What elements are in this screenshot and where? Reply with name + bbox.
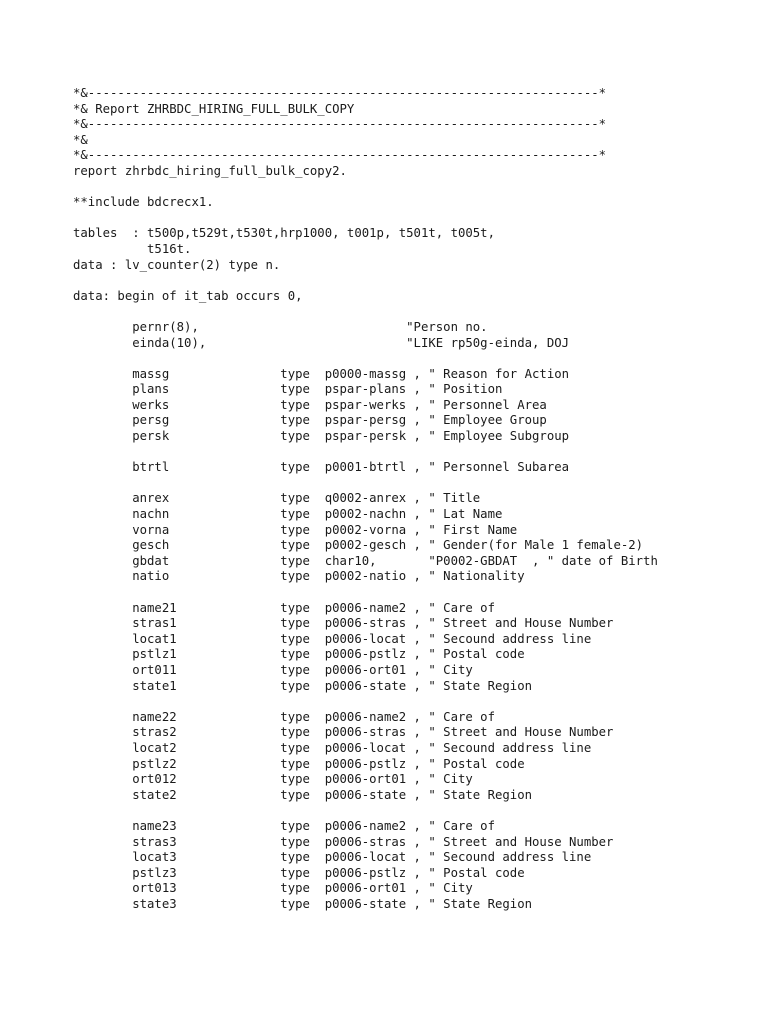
code-line: locat3 type p0006-locat , " Secound address line bbox=[73, 850, 592, 865]
code-line: massg type p0000-massg , " Reason for Action bbox=[73, 366, 570, 381]
code-line: tables : t500p,t529t,t530t,hrp1000, t001p, t501t, t005t, bbox=[73, 226, 495, 241]
code-line: pernr(8), "Person no. bbox=[73, 319, 488, 334]
code-line: stras3 type p0006-stras , " Street and House Number bbox=[73, 834, 614, 849]
code-line: *&---------------------------------------------------------------------* bbox=[73, 148, 607, 163]
code-line: state1 type p0006-state , " State Region bbox=[73, 678, 533, 693]
code-line: gbdat type char10, "P0002-GBDAT , " date of Birth bbox=[73, 553, 658, 568]
code-line: data : lv_counter(2) type n. bbox=[73, 257, 281, 272]
code-line: pstlz2 type p0006-pstlz , " Postal code bbox=[73, 756, 525, 771]
code-line: *& bbox=[73, 132, 88, 147]
code-line: **include bdcrecx1. bbox=[73, 195, 214, 210]
code-line: werks type pspar-werks , " Personnel Area bbox=[73, 397, 547, 412]
code-line: data: begin of it_tab occurs 0, bbox=[73, 288, 303, 303]
code-line: *& Report ZHRBDC_HIRING_FULL_BULK_COPY bbox=[73, 101, 355, 116]
code-line bbox=[73, 351, 658, 367]
code-line bbox=[73, 803, 658, 819]
code-line: pstlz3 type p0006-pstlz , " Postal code bbox=[73, 865, 525, 880]
code-line: natio type p0002-natio , " Nationality bbox=[73, 569, 525, 584]
code-line: name21 type p0006-name2 , " Care of bbox=[73, 600, 495, 615]
code-line bbox=[73, 304, 658, 320]
code-line: nachn type p0002-nachn , " Lat Name bbox=[73, 507, 503, 522]
code-line: vorna type p0002-vorna , " First Name bbox=[73, 522, 518, 537]
code-line bbox=[73, 211, 658, 227]
code-line: ort011 type p0006-ort01 , " City bbox=[73, 662, 473, 677]
code-line: state2 type p0006-state , " State Region bbox=[73, 787, 533, 802]
code-line: locat2 type p0006-locat , " Secound address line bbox=[73, 740, 592, 755]
code-line: pstlz1 type p0006-pstlz , " Postal code bbox=[73, 647, 525, 662]
code-line bbox=[73, 694, 658, 710]
code-line: *&---------------------------------------------------------------------* bbox=[73, 86, 607, 100]
code-line bbox=[73, 445, 658, 461]
code-line: gesch type p0002-gesch , " Gender(for Male 1 female-2) bbox=[73, 538, 644, 553]
code-line: name23 type p0006-name2 , " Care of bbox=[73, 818, 495, 833]
code-line: persg type pspar-persg , " Employee Group bbox=[73, 413, 547, 428]
code-line: name22 type p0006-name2 , " Care of bbox=[73, 709, 495, 724]
code-line: btrtl type p0001-btrtl , " Personnel Subarea bbox=[73, 460, 570, 475]
code-line: state3 type p0006-state , " State Region bbox=[73, 896, 533, 911]
code-line: plans type pspar-plans , " Position bbox=[73, 382, 503, 397]
abap-source-code bbox=[73, 86, 658, 912]
code-line bbox=[73, 585, 658, 601]
code-line: stras2 type p0006-stras , " Street and House Number bbox=[73, 725, 614, 740]
code-line: t516t. bbox=[73, 241, 192, 256]
code-line: ort012 type p0006-ort01 , " City bbox=[73, 772, 473, 787]
code-line: einda(10), "LIKE rp50g-einda, DOJ bbox=[73, 335, 570, 350]
code-line bbox=[73, 476, 658, 492]
code-line: locat1 type p0006-locat , " Secound address line bbox=[73, 631, 592, 646]
code-line bbox=[73, 180, 658, 196]
code-line: ort013 type p0006-ort01 , " City bbox=[73, 881, 473, 896]
code-line bbox=[73, 273, 658, 289]
code-line: stras1 type p0006-stras , " Street and House Number bbox=[73, 616, 614, 631]
code-line: *&---------------------------------------------------------------------* bbox=[73, 117, 607, 132]
code-line: anrex type q0002-anrex , " Title bbox=[73, 491, 481, 506]
code-line: report zhrbdc_hiring_full_bulk_copy2. bbox=[73, 163, 347, 178]
code-line: persk type pspar-persk , " Employee Subgroup bbox=[73, 429, 570, 444]
